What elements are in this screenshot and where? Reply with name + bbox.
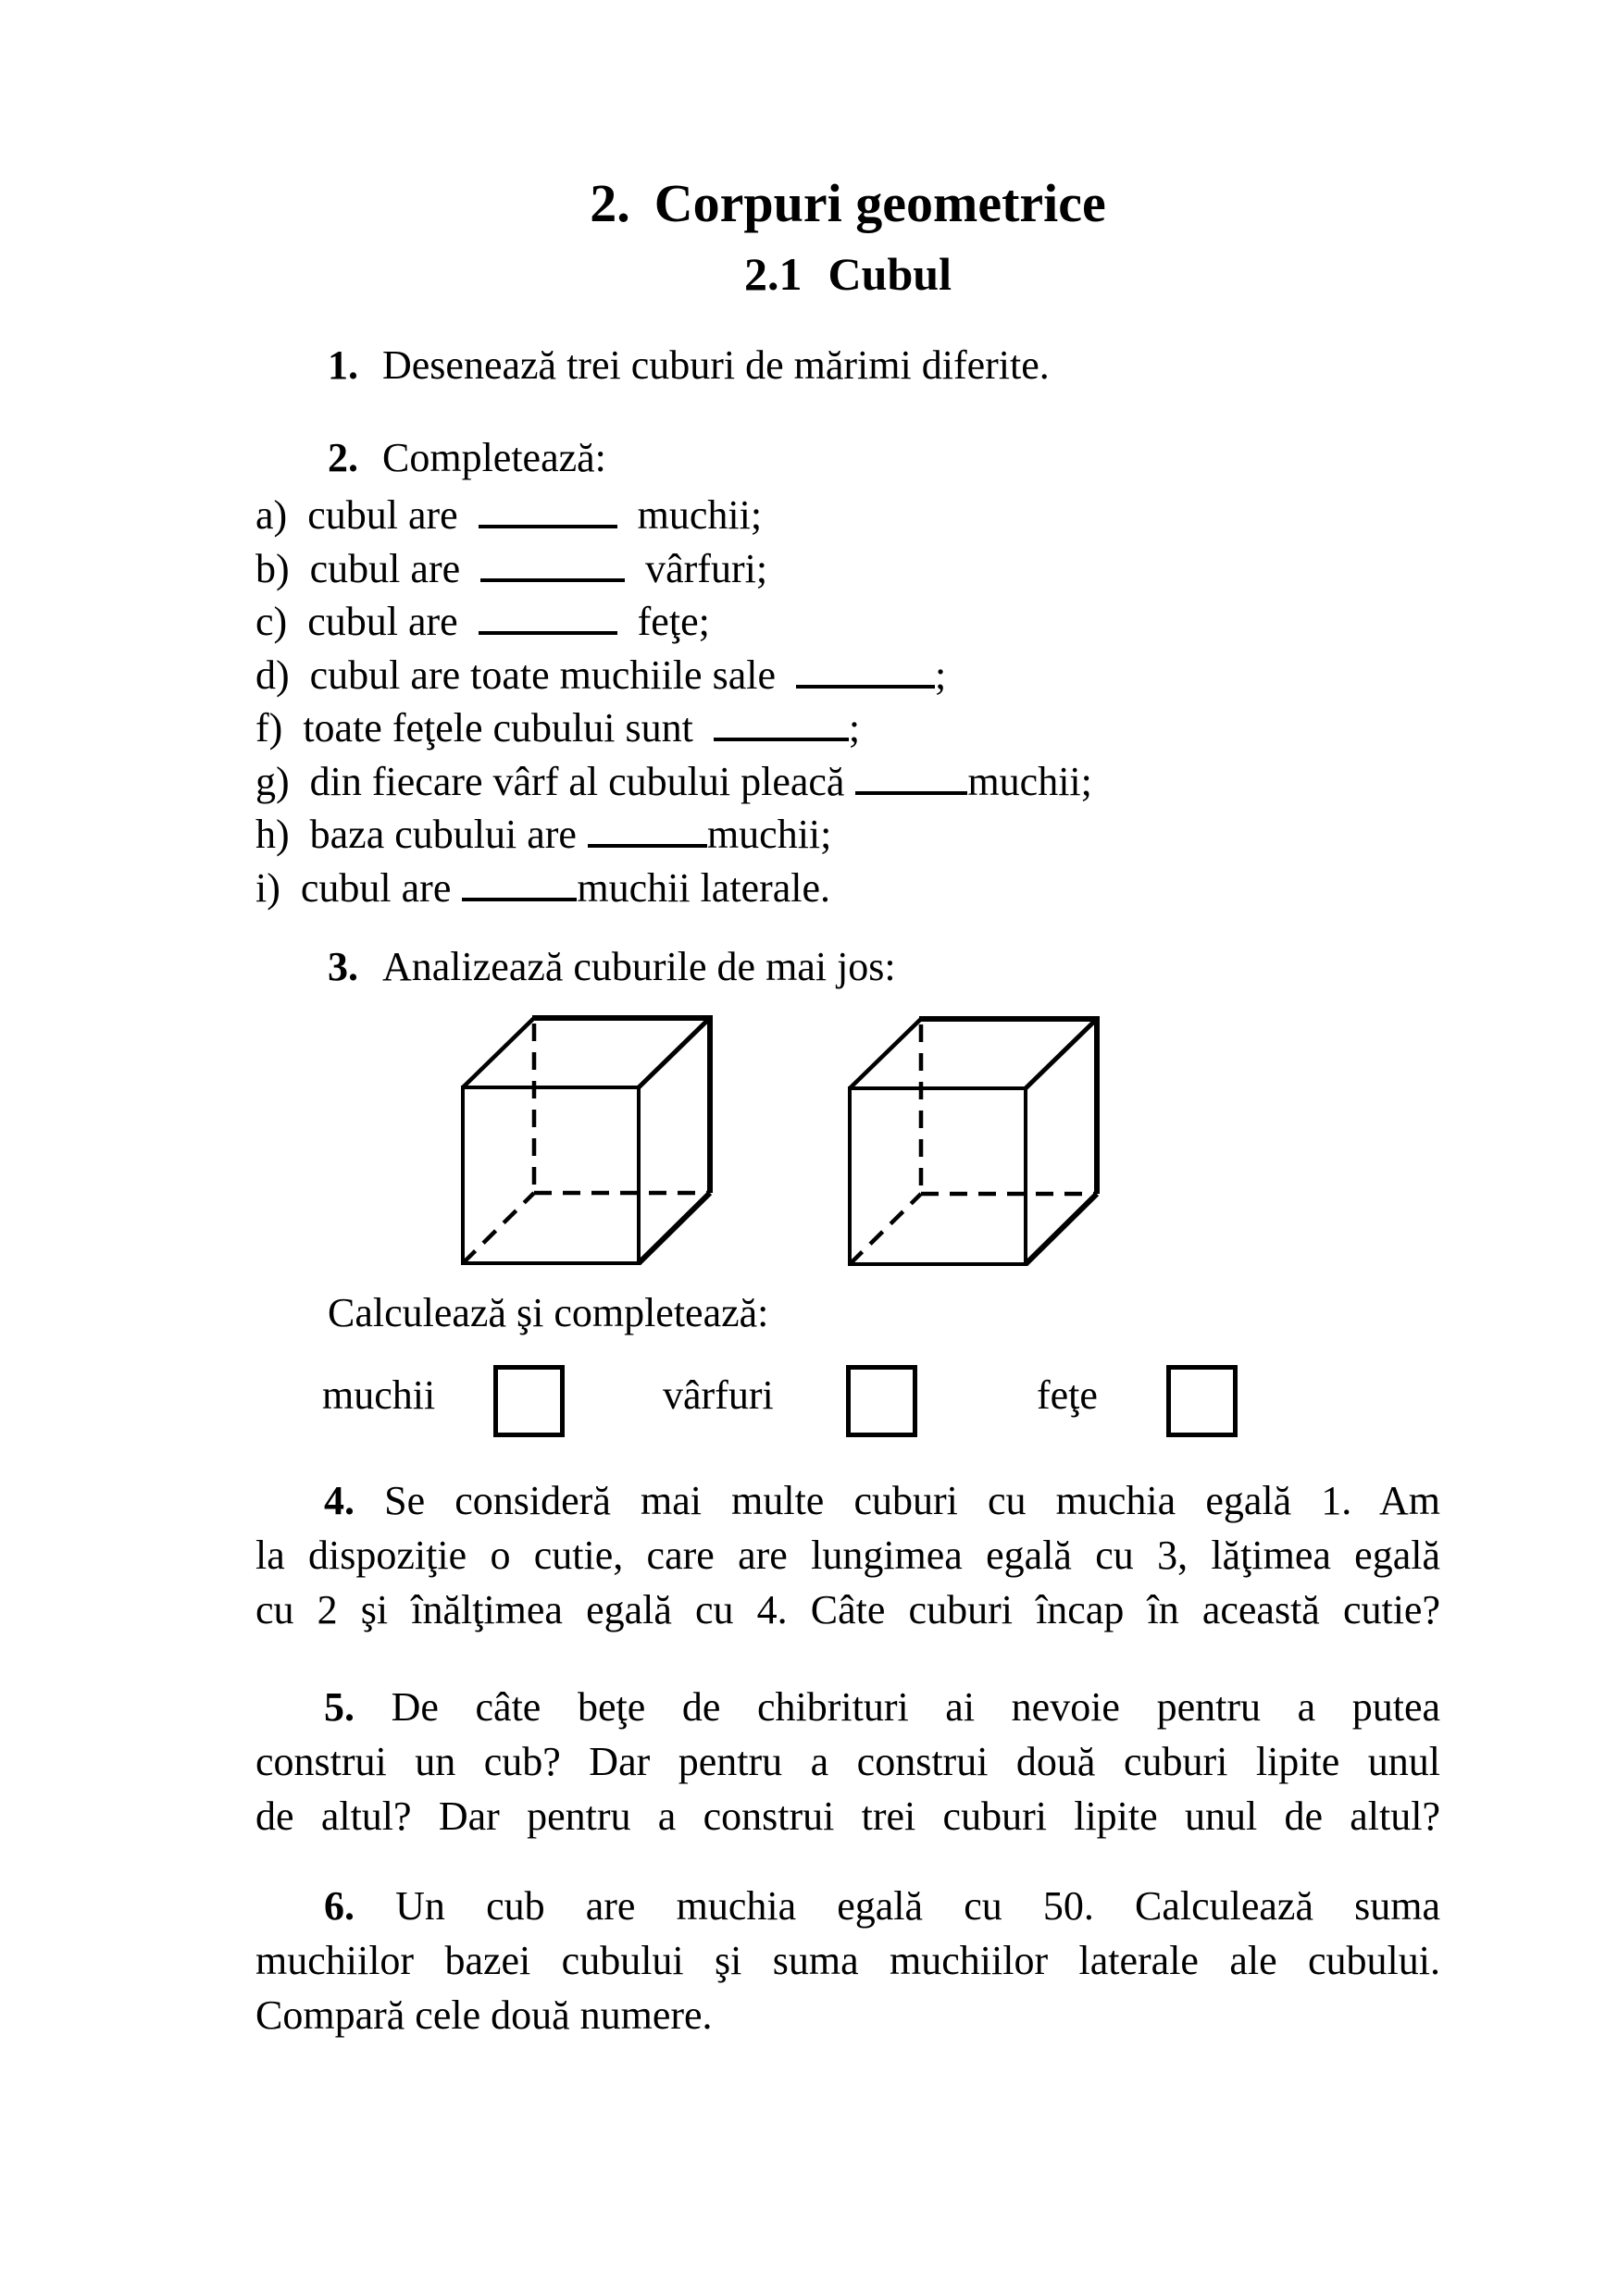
fill-item-g-blank [855,784,967,795]
problem-6-line-1-text: Un cub are muchia egală cu 50. Calculează suma [395,1883,1441,1929]
problem-4-line-1-text: Se consideră mai multe cuburi cu muchia egală 1. Am [384,1478,1440,1523]
fill-item-c-blank [479,624,617,635]
calc-prompt-text: Calculează şi completează: [328,1290,769,1335]
problem-1-number: 1. [328,342,358,388]
problem-1-text: Desenează trei cuburi de mărimi diferite. [382,342,1050,388]
fill-item-i [255,862,1459,915]
chapter-number: 2. [590,173,630,233]
fill-item-a-marker: a) [255,492,288,538]
cube-2-bottom-right-edge [1026,1194,1097,1264]
fill-item-i-post: muchii laterale. [577,864,831,911]
problem-4-line-2: la dispoziţie o cutie, care are lungimea egală cu 3, lăţimea egală [255,1533,1440,1578]
fill-item-c [255,595,1459,649]
count-label-muchii: muchii [322,1372,436,1418]
fill-item-b-blank [480,571,625,582]
cube-2-edges [850,1016,1097,1264]
problem-4 [255,1473,1440,1637]
calc-prompt [255,1286,1440,1340]
fill-item-b-marker: b) [255,545,290,591]
fill-item-f-post: ; [848,705,861,751]
fill-item-h-pre: baza cubului are [309,812,577,857]
fill-item-h [255,808,1459,862]
fill-item-b [255,542,1459,596]
problem-3 [255,940,1440,994]
fill-item-a-pre: cubul are [307,492,458,538]
problem-5 [255,1680,1440,1843]
chapter-title: Corpuri geometrice [653,173,1106,233]
problem-3-number: 3. [328,944,358,989]
count-box-fete [1166,1365,1238,1437]
problem-6-line-1 [255,1879,1440,1933]
section-heading [255,250,1440,298]
problem-2-number: 2. [328,435,358,480]
fill-item-a-blank [479,517,617,528]
problem-5-line-1 [255,1680,1440,1734]
cube-2-top-right-edge [1026,1019,1097,1088]
fill-item-i-blank [462,890,577,901]
cube-1-edges [463,1015,710,1263]
fill-item-f [255,701,1459,755]
problem-6-line-3: Compară cele două numere. [255,1992,713,2038]
fill-item-c-post: feţe; [637,599,710,644]
count-box-muchii [493,1365,565,1437]
chapter-heading [255,173,1440,233]
fill-item-b-pre: cubul are [309,545,461,591]
problem-6 [255,1879,1440,2042]
count-label-fete: feţe [1037,1372,1098,1418]
fill-item-g [255,755,1459,809]
fill-item-c-pre: cubul are [307,599,458,644]
problem-5-line-3: de altul? Dar pentru a construi trei cuburi lipite unul de altul? [255,1793,1440,1839]
fill-item-b-post: vârfuri; [645,545,768,591]
fill-item-a [255,489,1459,542]
section-title: Cubul [828,248,952,300]
fill-item-f-blank [714,730,849,741]
problem-2 [255,431,1440,485]
fill-item-d-post: ; [935,652,947,698]
cube-figure-1 [454,999,717,1270]
problem-4-number: 4. [324,1478,355,1523]
fill-item-g-marker: g) [255,758,290,804]
fill-item-c-marker: c) [255,599,288,644]
fill-item-f-pre: toate feţele cubului sunt [303,705,693,751]
fill-item-g-pre: din fiecare vârf al cubului pleacă [309,758,845,804]
fill-item-g-post: muchii; [967,758,1092,804]
problem-4-line-1 [255,1473,1440,1528]
fill-item-d-blank [796,677,935,689]
fill-item-d-marker: d) [255,652,290,698]
fill-item-d-pre: cubul are toate muchiile sale [309,652,776,698]
fill-item-d [255,649,1459,702]
cube-1-bottom-right-edge [639,1193,710,1263]
problem-5-line-1-text: De câte beţe de chibrituri ai nevoie pentru a putea [391,1684,1440,1730]
problem-5-line-2: construi un cub? Dar pentru a construi două cuburi lipite unul [255,1739,1440,1784]
count-label-varfuri: vârfuri [663,1372,774,1418]
problem-2-text: Completează: [382,435,606,480]
fill-item-f-marker: f) [255,705,283,751]
fill-in-list [255,489,1459,914]
fill-item-h-marker: h) [255,812,290,857]
cube-1-top-left-edge [463,1018,534,1087]
problem-4-line-3: cu 2 şi înălţimea egală cu 4. Câte cuburi încap în această cutie? [255,1587,1440,1632]
section-number: 2.1 [744,248,803,300]
count-box-varfuri [846,1365,917,1437]
fill-item-i-marker: i) [255,864,280,911]
cube-1-top-right-edge [639,1018,710,1087]
fill-item-i-pre: cubul are [300,864,452,911]
problem-5-number: 5. [324,1684,355,1730]
problem-3-text: Analizează cuburile de mai jos: [382,944,896,989]
cube-2-top-left-edge [850,1019,921,1088]
problem-1 [255,339,1440,392]
problem-6-number: 6. [324,1883,355,1929]
cube-figure-2 [840,999,1104,1271]
fill-item-h-post: muchii; [706,812,832,857]
problem-6-line-2: muchiilor bazei cubului şi suma muchiilor laterale ale cubului. [255,1938,1440,1983]
fill-item-h-blank [588,837,707,848]
fill-item-a-post: muchii; [637,492,763,538]
